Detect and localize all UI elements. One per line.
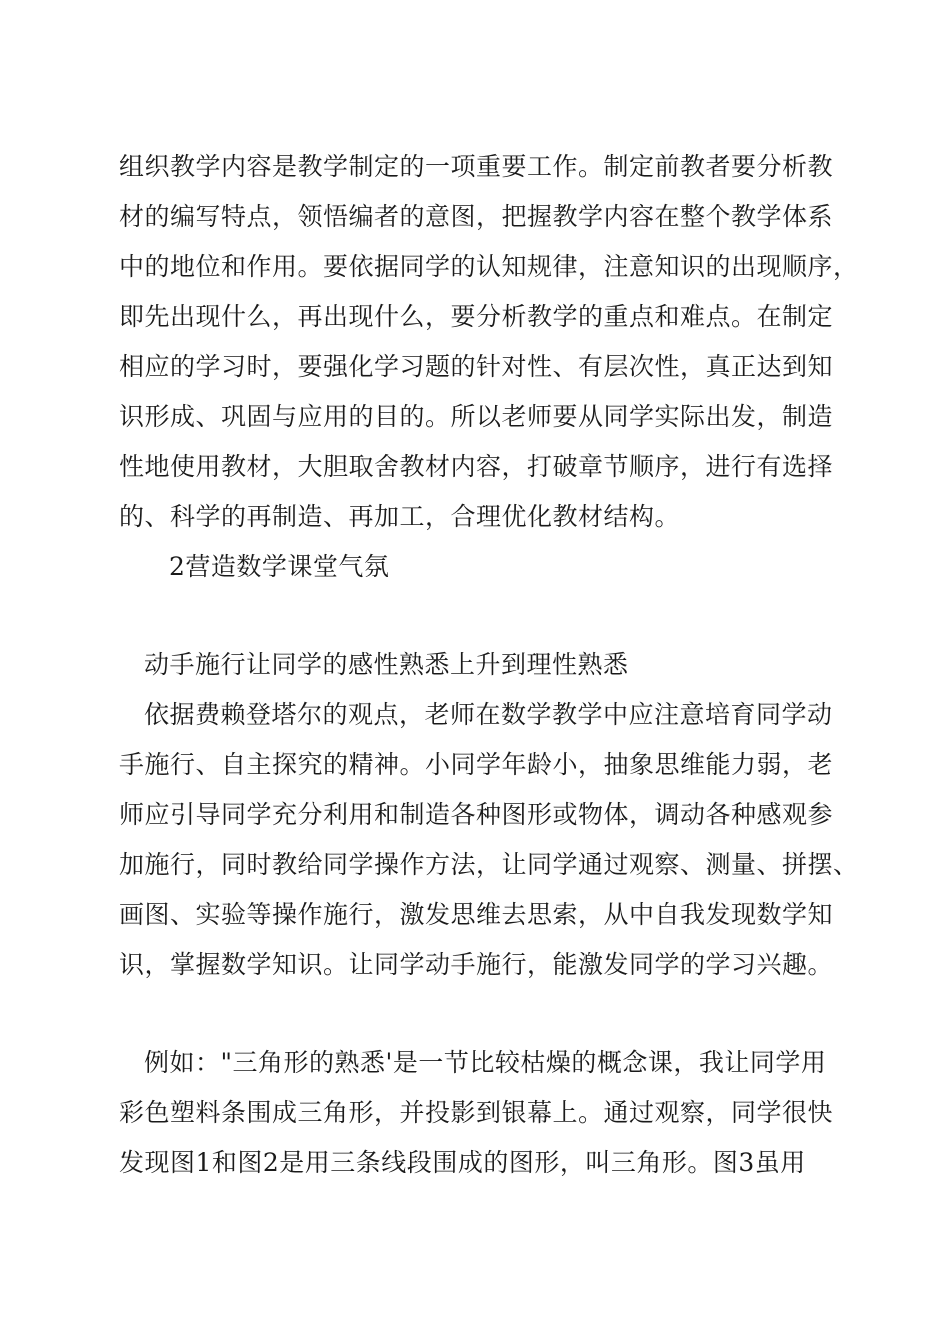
paragraph-line: 组织教学内容是教学制定的一项重要工作。制定前教者要分析教	[119, 152, 834, 181]
paragraph-line: 手施行、自主探究的精神。小同学年龄小，抽象思维能力弱，老	[119, 750, 834, 779]
section-heading: 2营造数学课堂气氛	[169, 552, 390, 581]
paragraph-line: 彩色塑料条围成三角形，并投影到银幕上。通过观察，同学很快	[119, 1098, 834, 1127]
paragraph-line: 的、科学的再制造、再加工，合理优化教材结构。	[119, 502, 681, 531]
paragraph-line: 画图、实验等操作施行，激发思维去思索，从中自我发现数学知	[119, 900, 834, 929]
paragraph-line: 依据费赖登塔尔的观点，老师在数学教学中应注意培育同学动	[144, 700, 833, 729]
paragraph-line: 例如："三角形的熟悉'是一节比较枯燥的概念课，我让同学用	[144, 1048, 827, 1077]
paragraph-line: 材的编写特点，领悟编者的意图，把握教学内容在整个教学体系	[119, 202, 834, 231]
paragraph-line: 发现图1和图2是用三条线段围成的图形，叫三角形。图3虽用	[119, 1148, 806, 1177]
paragraph-line: 加施行，同时教给同学操作方法，让同学通过观察、测量、拼摆、	[119, 850, 859, 879]
paragraph-line: 师应引导同学充分利用和制造各种图形或物体，调动各种感观参	[119, 800, 834, 829]
paragraph-line: 相应的学习时，要强化学习题的针对性、有层次性，真正达到知	[119, 352, 834, 381]
paragraph-line: 即先出现什么，再出现什么，要分析教学的重点和难点。在制定	[119, 302, 834, 331]
paragraph-line: 识形成、巩固与应用的目的。所以老师要从同学实际出发，制造	[119, 402, 834, 431]
subsection-heading: 动手施行让同学的感性熟悉上升到理性熟悉	[144, 650, 629, 679]
paragraph-line: 中的地位和作用。要依据同学的认知规律，注意知识的出现顺序，	[119, 252, 859, 281]
paragraph-line: 识，掌握数学知识。让同学动手施行，能激发同学的学习兴趣。	[119, 950, 834, 979]
paragraph-line: 性地使用教材，大胆取舍教材内容，打破章节顺序，进行有选择	[119, 452, 834, 481]
